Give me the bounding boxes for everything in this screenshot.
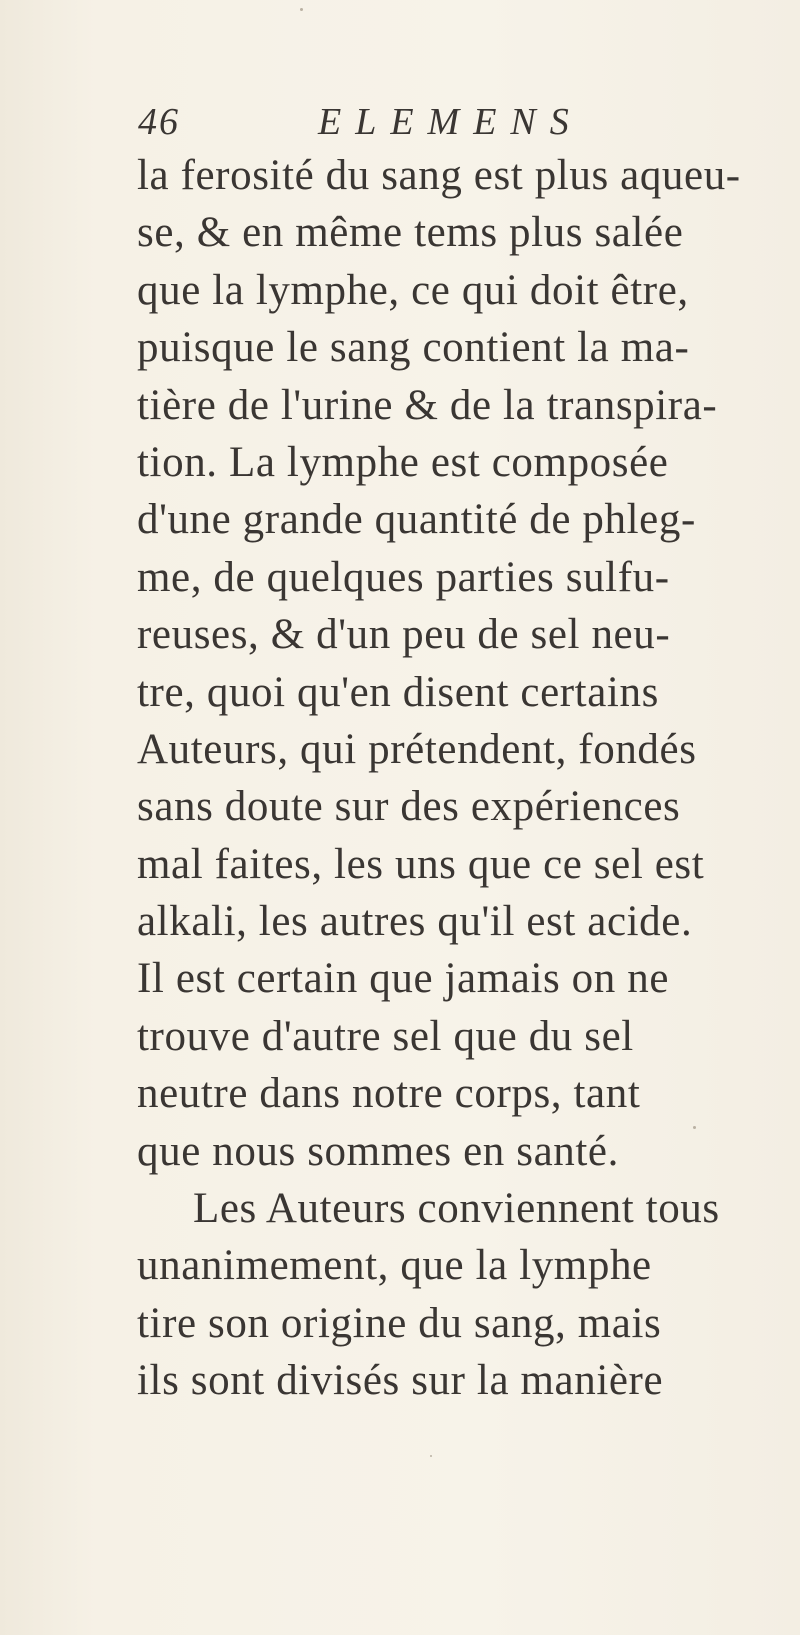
text-line: la ferosité du sang est plus aqueu- (137, 152, 741, 199)
text-line: tion. La lymphe est composée (137, 438, 669, 486)
paragraph-first-line: Les Auteurs conviennent tous (193, 1185, 720, 1233)
text-line: tre, quoi qu'en disent certains (137, 668, 659, 716)
body-text (137, 147, 777, 1410)
text-line: Auteurs, qui prétendent, fondés (137, 725, 697, 773)
text-line: unanimement, que la lymphe (137, 1242, 652, 1290)
page-number: 46 (138, 101, 180, 143)
text-line: reuses, & d'un peu de sel neu- (137, 611, 671, 659)
text-line: puisque le sang contient la ma- (137, 324, 690, 372)
text-line: alkali, les autres qu'il est acide. (137, 898, 693, 946)
text-line: sans doute sur des expériences (137, 783, 681, 831)
text-line: neutre dans notre corps, tant (137, 1070, 641, 1118)
text-line: Il est certain que jamais on ne (137, 955, 670, 1003)
text-line: ils sont divisés sur la manière (137, 1357, 664, 1405)
page-header (138, 100, 608, 150)
paper-speck (300, 8, 303, 11)
text-line: d'une grande quantité de phleg- (137, 496, 696, 544)
running-title: ELEMENS (318, 101, 583, 143)
text-line: trouve d'autre sel que du sel (137, 1012, 634, 1060)
text-line: mal faites, les uns que ce sel est (137, 840, 705, 888)
text-line: se, & en même tems plus salée (137, 209, 684, 257)
text-line: me, de quelques parties sulfu- (137, 553, 670, 601)
paper-speck (430, 1455, 432, 1457)
text-line: tière de l'urine & de la transpira- (137, 381, 718, 429)
text-line: que nous sommes en santé. (137, 1127, 619, 1175)
paper-speck (693, 1126, 696, 1129)
text-line: que la lymphe, ce qui doit être, (137, 266, 689, 314)
text-line: tire son origine du sang, mais (137, 1299, 662, 1347)
